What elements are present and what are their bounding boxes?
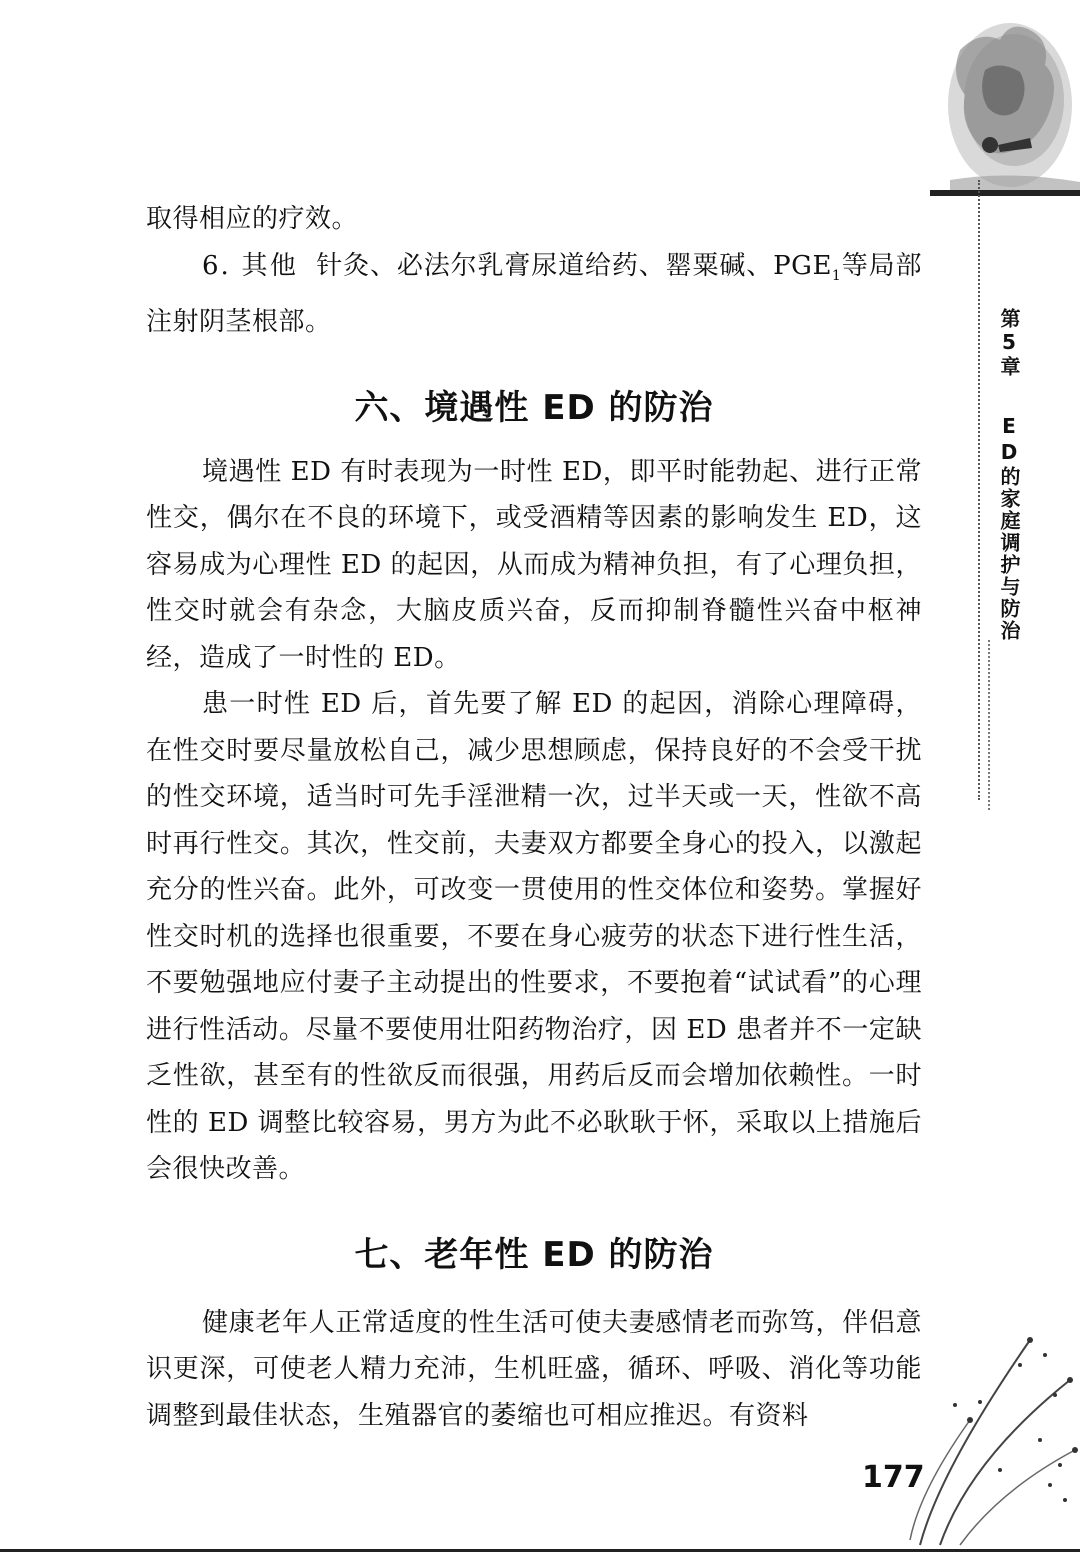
item-6-text: 针灸、必法尔乳膏尿道给药、罂粟碱、PGE [316,250,832,281]
side-divider-line-secondary [988,640,990,810]
flexing-figure-illustration [930,10,1080,210]
item-6-label: 6. 其他 [202,250,299,281]
chapter-title-tab: ED的家庭调护与防治 [997,414,1021,642]
sparkle-decoration [880,1320,1080,1550]
bottom-border-line [0,1549,1080,1552]
chapter-tab: 第5章 [997,308,1021,378]
side-divider-line [978,180,980,800]
item-6-text-cont: 等局部注射阴茎根部。 [146,250,922,338]
paragraph-elderly-ed: 健康老年人正常适度的性生活可使夫妻感情老而弥笃，伴侣意识更深，可使老人精力充沛，生机旺盛，循环、呼吸、消化等功能调整到最佳状态，生殖器官的萎缩也可相应推迟。有资料 [146,1307,922,1431]
page-number: 177 [862,1460,925,1495]
paragraph-intro: 取得相应的疗效。 [146,204,359,234]
section-heading-6: 六、境遇性 ED 的防治 [354,387,714,428]
section-heading-7: 七、老年性 ED 的防治 [354,1234,714,1275]
list-item-6 [146,243,922,346]
paragraph-situational-ed: 境遇性 ED 有时表现为一时性 ED，即平时能勃起、进行正常性交，偶尔在不良的环境下，或受酒精等因素的影响发生 ED，这容易成为心理性 ED 的起因，从而成为精神负担，有了心理负担，性交时就会有杂念，大脑皮质兴奋，反而抑制脊髓性兴奋中枢神经，造成了一时性的 ED。 [146,456,922,673]
paragraph-transient-ed-advice: 患一时性 ED 后，首先要了解 ED 的起因，消除心理障碍，在性交时要尽量放松自己，减少思想顾虑，保持良好的不会受干扰的性交环境，适当时可先手淫泄精一次，过半天或一天，性欲不高时再行性交。其次，性交前，夫妻双方都要全身心的投入，以激起充分的性兴奋。此外，可改变一贯使用的性交体位和姿势。掌握好性交时机的选择也很重要，不要在身心疲劳的状态下进行性生活，不要勉强地应付妻子主动提出的性要求，不要抱着“试试看”的心理进行性活动。尽量不要使用壮阳药物治疗，因 ED 患者并不一定缺乏性欲，甚至有的性欲反而很强，用药后反而会增加依赖性。一时性的 ED 调整比较容易，男方为此不必耿耿于怀，采取以上措施后会很快改善。 [146,689,922,1185]
item-6-subscript: 1 [831,267,842,284]
main-text-column [146,196,922,1439]
